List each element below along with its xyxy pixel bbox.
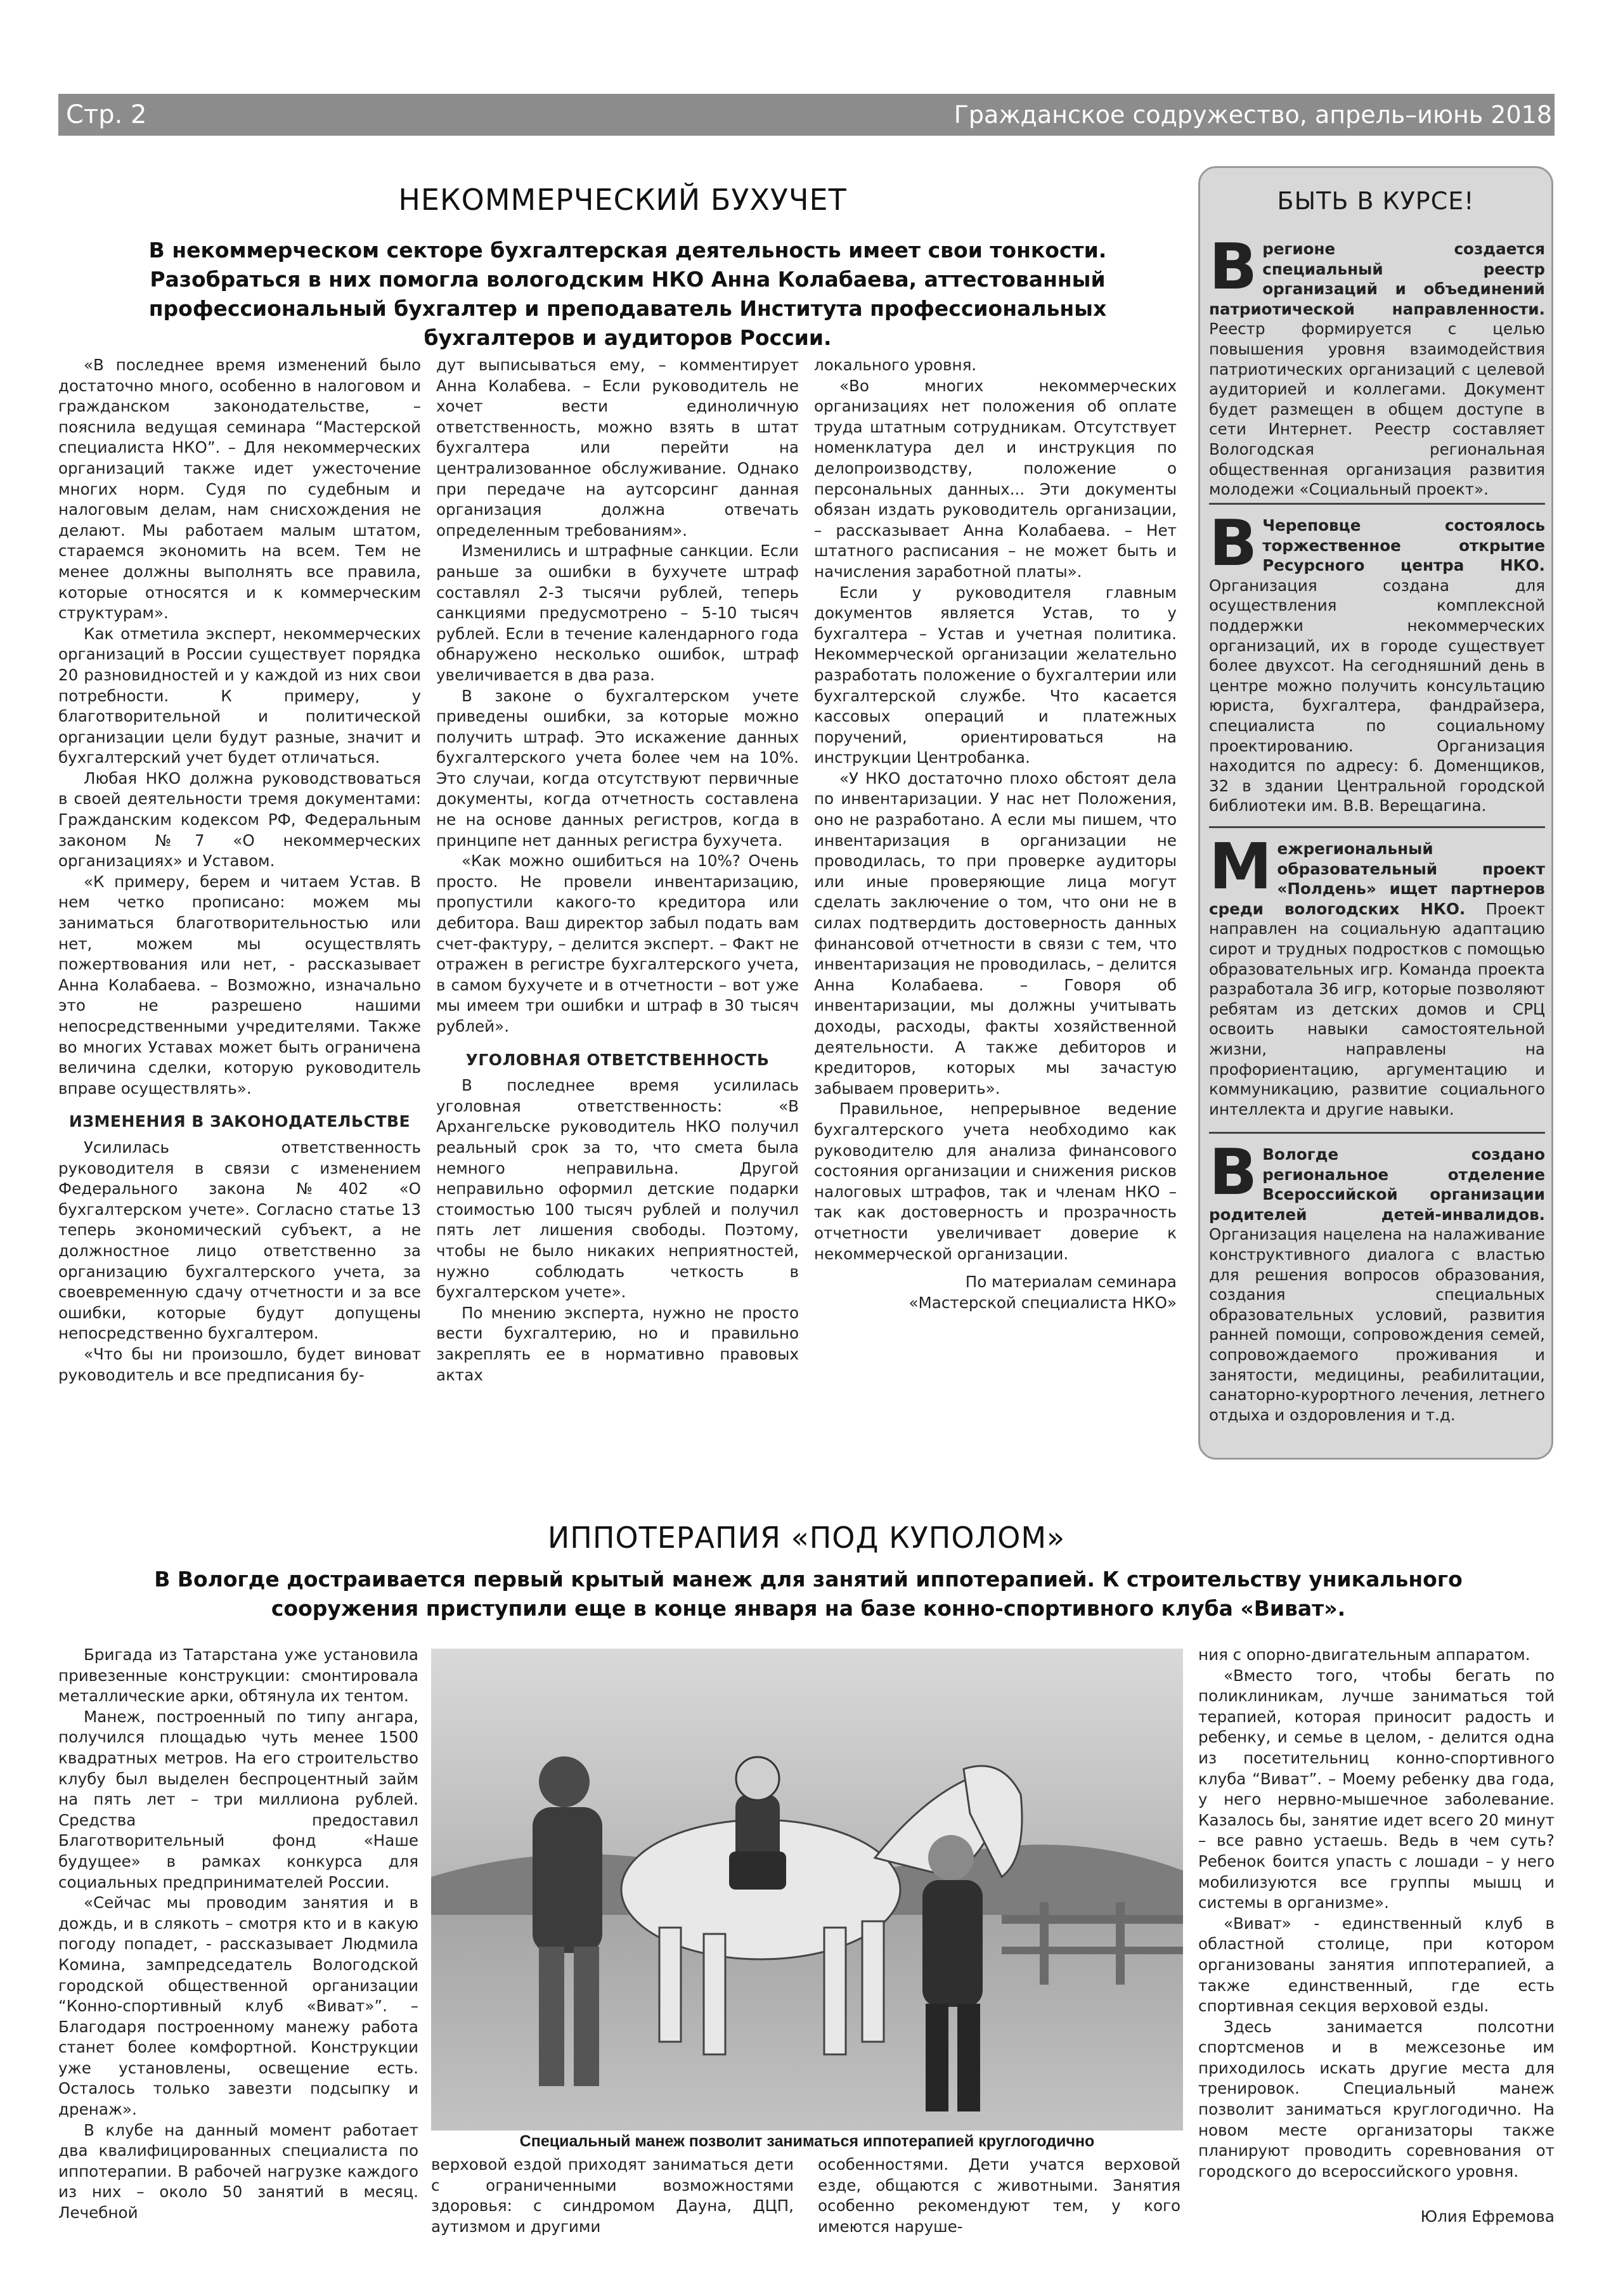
divider: [1209, 503, 1545, 505]
author-name: Юлия Ефремова: [1420, 2207, 1555, 2226]
paragraph: «Виват» - единственный клуб в областной столице, при котором организованы занятия иппотерапией, а также единственный, где есть спортивная секция верховой езды.: [1198, 1914, 1555, 2016]
photo-caption: Специальный манеж позволит заниматься иппотерапией круглогодично: [519, 2132, 1095, 2150]
paragraph: Изменились и штрафные санкции. Если раньше за ошибки в бухучете штраф составлял 2-3 тысячи рублей, теперь санкциями предусмотрено – 5-10 тысяч рублей. Если в течение календарного года обнаружено несколько ошибок, штраф увеличивается в два раза.: [436, 542, 799, 684]
dropcap: В: [1209, 1135, 1258, 1209]
sidebar-item-text: Организация нацелена на налаживание конструктивного диалога с властью для решения вопросов образования, создания специальных образовательных условий, развития ранней помощи, сопровождения семей, сопровождаемого проживания и занятости, медицины, реабилитации, санаторно-курортного лечения, летнего отдыха и оздоровления и т.д.: [1209, 1225, 1545, 1424]
article1-column-2: [436, 355, 799, 1458]
sidebar-title: БЫТЬ В КУРСЕ!: [1277, 187, 1475, 215]
sidebar-item-registry: [1209, 230, 1545, 500]
article1-lead: В некоммерческом секторе бухгалтерская деятельность имеет свои тонкости. Разобраться в них помогла вологодским НКО Анна Колабаева, аттестованный профессиональный бухгалтер и преподаватель Института профессиональных бухгалтеров и аудиторов России.: [148, 238, 1107, 350]
paragraph: Если у руководителя главным документов является Устав, то у бухгалтера – Устав и учетная политика. Некоммерческой организации желательно разработать положение о бухгалтерии или бухгалтерской службе. Что касается кассовых операций и платежных поручений, ориентироваться на инструкции Центробанка.: [814, 583, 1177, 767]
sidebar-item-resource-center: [1209, 506, 1545, 816]
article2-headline: ИППОТЕРАПИЯ «ПОД КУПОЛОМ»: [547, 1521, 1066, 1555]
dropcap: В: [1209, 506, 1258, 580]
subheading-legislation: ИЗМЕНЕНИЯ В ЗАКОНОДАТЕЛЬСТВЕ: [68, 1112, 411, 1131]
sidebar-item-lead: Вологде создано региональное отделение Всероссийской организации родителей детей-инвалидов.: [1209, 1145, 1545, 1224]
paragraph: ния с опорно-двигательным аппаратом.: [1198, 1645, 1530, 1664]
photo-illustration: [431, 1649, 1183, 2131]
paragraph: «Сейчас мы проводим занятия и в дождь, и в слякоть – смотря кто и в какую погоду попадет, - рассказывает Людмила Комина, зампредседатель Вологодской городской общественной организации “Конно-спортивный клуб «Виват»”. – Благодаря построенному манежу работа станет более комфортной. Конструкции уже установлены, освещение есть. Осталось только завезти подсыпку и дренаж».: [58, 1893, 418, 2119]
paragraph: локального уровня.: [814, 356, 977, 374]
paragraph: Правильное, непрерывное ведение бухгалтерского учета необходимо как руководителю для анализа финансового состояния организации и снижения рисков налоговых штрафов, так и членам НКО – так как достоверность и прозрачность отчетности увеличивает доверие к некоммерческой организации.: [814, 1099, 1177, 1263]
article1-source-line-1: По материалам семинара: [965, 1273, 1177, 1292]
paragraph: верховой ездой приходят заниматься дети с ограниченными возможностями здоровья: с синдромом Дауна, ДЦП, аутизмом и другими: [431, 2155, 794, 2236]
paragraph: Бригада из Татарстана уже установила привезенные конструкции: смонтировала металлические арки, обтянула их тентом.: [58, 1645, 418, 1706]
subheading-criminal: УГОЛОВНАЯ ОТВЕТСТВЕННОСТЬ: [465, 1050, 770, 1069]
newspaper-title: Гражданское содружество, апрель–июнь 2018: [954, 101, 1552, 129]
paragraph: «Что бы ни произошло, будет виноват руководитель и все предписания бу-: [58, 1344, 421, 1384]
article2-column-2: [431, 2155, 794, 2237]
paragraph: «Как можно ошибиться на 10%? Очень просто. Не провели инвентаризацию, пропустили какого-то кредитора или дебитора. Ваш директор забыл подать вам счет-фактуру, – делится эксперт. – Факт не отражен в регистре бухгалтерского учета, в самом бухучете и в отчетности – вот уже мы имеем три ошибки и штраф в 30 тысяч рублей».: [436, 852, 799, 1035]
article2-author: [1198, 2207, 1555, 2228]
sidebar-item-text: Проект направлен на социальную адаптацию сирот и трудных подростков с помощью образовательных игр. Команда проекта разработала 36 игр, которые позволяют ребятам из детских домов и СРЦ освоить навыки самостоятельной жизни, направлены на профориентацию, аргументацию и коммуникацию, развитие социального интеллекта и другие навыки.: [1209, 899, 1545, 1119]
paragraph: В последнее время усилилась уголовная ответственность: «В Архангельске руководитель НКО получил реальный срок за то, что смета была немного неправильна. Другой неправильно оформил детские подарки стоимостью 100 тысяч рублей и получил пять лет лишения свободы. Поэтому, чтобы не было никаких неприятностей, нужно соблюдать четкость в бухгалтерском учете».: [436, 1076, 799, 1302]
paragraph: «К примеру, берем и читаем Устав. В нем четко прописано: можем мы заниматься благотворительностью или нет, можем мы осуществлять пожертвования или нет, - рассказывает Анна Колабаева. – Возможно, изначально это не разрешено нашими непосредственными учредителями. Также во многих Уставах может быть ограничена величина сделки, которую руководитель вправе осуществлять».: [58, 872, 421, 1098]
article2-column-1: [58, 1645, 418, 2228]
divider: [1209, 1132, 1545, 1134]
paragraph: В законе о бухгалтерском учете приведены ошибки, за которые можно получить штраф. Это искажение данных бухгалтерского учета более чем на 10%. Это случаи, когда отсутствуют первичные документы, когда отчетность составлена не на основе данных регистров, когда в принципе нет данных регистра бухучета.: [436, 686, 799, 850]
sidebar-item-lead: регионе создается специальный реестр организаций и объединений патриотической направленности.: [1209, 240, 1545, 318]
article2-lead: В Вологде достраивается первый крытый манеж для занятий иппотерапией. К строительству уникального сооружения приступили еще в конце января на базе конно-спортивного клуба «Виват».: [154, 1567, 1463, 1621]
paragraph: По мнению эксперта, нужно не просто вести бухгалтерию, но и правильно закреплять ее в нормативно правовых актах: [436, 1303, 799, 1384]
paragraph: Как отметила эксперт, некоммерческих организаций в России существует порядка 20 разновидностей и у каждой из них свои потребности. К примеру, у благотворительной и политической организации цели будут разные, значит и бухгалтерский учет будет отличаться.: [58, 624, 421, 767]
paragraph: «У НКО достаточно плохо обстоят дела по инвентаризации. У нас нет Положения, оно не разработано. А если мы пишем, что инвентаризация в организации не проводилась, то при проверке аудиторы или иные проверяющие лица могут сделать заключение о том, что они не в силах подтвердить достоверность данных финансовой отчетности в связи с тем, что инвентаризация не проводилась, – делится Анна Колабаева. – Говоря об инвентаризации, мы должны учитывать доходы, расходы, факты хозяйственной деятельности. А также дебиторов и кредиторов, которых мы зачастую забываем проверить».: [814, 769, 1177, 1098]
page-number: Стр. 2: [66, 100, 147, 129]
paragraph: дут выписываться ему, – комментирует Анна Колабева. – Если руководитель не хочет вести единоличную ответственность, можно взять в штат бухгалтера или перейти на централизованное обслуживание. Однако при передаче на аутсорсинг данная организация должна отвечать определенным требованиям».: [436, 356, 799, 540]
article1-column-1: [58, 355, 421, 1458]
paragraph: «Вместо того, чтобы бегать по поликлиникам, лучше заниматься той терапией, которая приносит радость и ребенку, и семье в целом, - делится одна из посетительниц конно-спортивного клуба “Виват”. – Моему ребенку два года, у него нервно-мышечное заболевание. Казалось бы, занятие идет всего 20 минут – все равно устаешь. Ведь в чем суть? Ребенок боится упасть с лошади – у него мобилизуются все группы мышц и системы в организме».: [1198, 1666, 1555, 1912]
sidebar-item-text: Организация создана для осуществления комплексной поддержки некоммерческих организаций, их в городе существует более двухсот. На сегодняшний день в центре можно получить консультацию юриста, бухгалтера, фандрайзера, специалиста по социальному проектированию. Организация находится по адресу: б. Доменщиков, 32 в здании Центральной городской библиотеки им. В.В. Верещагина.: [1209, 576, 1545, 815]
dropcap: М: [1209, 829, 1272, 904]
paragraph: Манеж, построенный по типу ангара, получился площадью чуть менее 1500 квадратных метров. На его строительство клубу был выделен беспроцентный займ на пять лет – три миллиона рублей. Средства предоставил Благотворительный фонд «Наше будущее» в рамках конкурса для социальных предпринимателей России.: [58, 1707, 418, 1891]
divider: [1209, 826, 1545, 828]
article1-source-line-2: «Мастерской специалиста НКО»: [908, 1293, 1177, 1312]
sidebar-item-parents-organization: [1209, 1135, 1545, 1425]
paragraph: В клубе на данный момент работает два квалифицированных специалиста по иппотерапии. В рабочей нагрузке каждого из них – около 50 занятий в месяц. Лечебной: [58, 2120, 418, 2222]
article2-column-3: [818, 2155, 1180, 2237]
paragraph: «В последнее время изменений было достаточно много, особенно в налоговом и гражданском законодательстве, – пояснила ведущая семинара “Мастерской специалиста НКО”. – Для некоммерческих организаций также идет ужесточение многих норм. Судя по судебным и налоговым делам, нам снисхождения не делают. Мы работаем малым штатом, стараемся экономить на всем. Тем не менее должны выполнять все правила, которые относятся и к коммерческим структурам».: [58, 356, 421, 623]
article2-column-4: [1198, 1645, 1555, 2228]
sidebar-item-text: Реестр формируется с целью повышения уровня взаимодействия патриотических организаций с целевой аудиторией и коллегами. Документ будет размещен в общем доступе в сети Интернет. Реестр составляет Вологодская региональная общественная организация развития молодежи «Социальный проект».: [1209, 320, 1545, 499]
news-sidebar: [1198, 166, 1553, 1460]
paragraph: Здесь занимается полсотни спортсменов и в межсезонье им приходилось искать другие места для тренировок. Специальный манеж позволит заниматься круглогодично. На новом месте организаторы также планируют проводить соревнования от городского до всероссийского уровня.: [1198, 2017, 1555, 2181]
sidebar-item-lead: Череповце состоялось торжественное открытие Ресурсного центра НКО.: [1262, 516, 1545, 575]
article1-headline: НЕКОММЕРЧЕСКИЙ БУХУЧЕТ: [398, 183, 847, 217]
sidebar-item-lead: ежрегиональный образовательный проект «Полдень» ищет партнеров среди вологодских НКО.: [1209, 840, 1545, 918]
dropcap: В: [1209, 230, 1258, 304]
paragraph: особенностями. Дети учатся верховой езде, общаются с животными. Занятия особенно рекомендуют тем, у кого имеются наруше-: [818, 2155, 1180, 2236]
paragraph: Любая НКО должна руководствоваться в своей деятельности тремя документами: Гражданским кодексом РФ, Федеральным законом №7 «О некоммерческих организациях» и Уставом.: [58, 769, 421, 871]
sidebar-item-poldень-project: [1209, 829, 1545, 1119]
paragraph: Усилилась ответственность руководителя в связи с изменением Федерального закона №402 «О бухгалтерском учете». Согласно статье 13 теперь экономический субъект, а не должностное лицо ответственно за организацию бухгалтерского учета, за своевременную сдачу отчетности и за все ошибки, которые будут допущены непосредственно бухгалтером.: [58, 1138, 421, 1343]
article1-column-3: [814, 355, 1177, 1458]
paragraph: «Во многих некоммерческих организациях нет положения об оплате труда штатным сотрудникам. Отсутствует номенклатура дел и инструкция по делопроизводству, положение о персональных данных... Эти документы обязан издать руководитель организации, – рассказывает Анна Колабаева. – Нет штатного расписания – не может быть и начисления заработной платы».: [814, 376, 1177, 581]
hippotherapy-photo: [431, 1649, 1183, 2131]
